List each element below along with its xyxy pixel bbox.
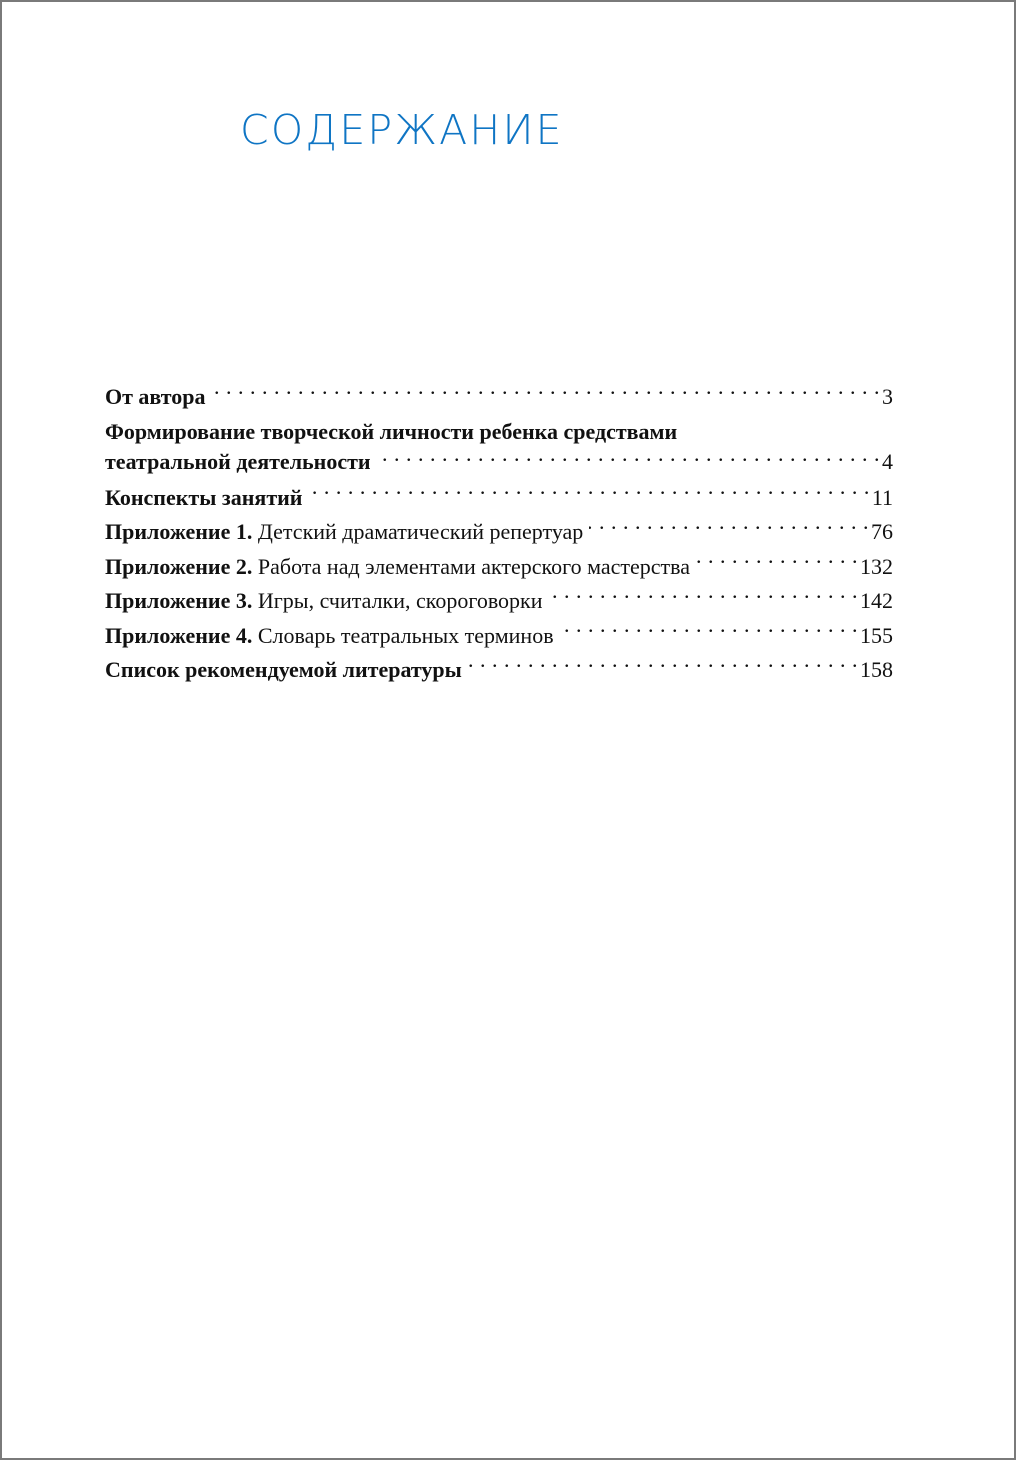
dot-leader [308,483,869,505]
toc-entry-appendix-4[interactable] [105,619,893,654]
toc-entry-label-bold: Приложение 3. [105,588,253,613]
toc-entry-label-line2: театральной деятельности [105,448,371,474]
toc-page-number: 76 [871,519,893,544]
toc-page-number: 132 [860,553,893,579]
toc-entry-appendix-3[interactable] [105,584,893,619]
dot-leader [468,655,858,677]
toc-entry-label: Словарь театральных терминов [257,622,554,648]
toc-page-number: 158 [860,657,893,682]
table-of-contents [105,380,893,688]
toc-entry-label-bold: Приложение 1. [105,519,253,544]
toc-entry-appendix-1[interactable] [105,515,893,550]
toc-entry-from-author[interactable] [105,380,893,415]
toc-page-number: 3 [882,384,893,409]
toc-entry-label: Игры, считалки, скороговорки [257,588,543,613]
toc-page-number: 142 [860,588,893,613]
toc-entry-label: От автора [105,384,206,409]
dot-leader [589,517,869,539]
toc-entry-bibliography[interactable] [105,653,893,688]
toc-page-number: 4 [882,448,893,474]
toc-entry-label: Конспекты занятий [105,484,303,510]
toc-entry-formation[interactable] [105,417,893,481]
toc-entry-label: Работа над элементами актерского мастерства [257,553,691,579]
dot-leader [560,621,858,643]
toc-entry-label-bold: Приложение 2. [105,553,253,579]
toc-entry-label-bold: Приложение 4. [105,622,253,648]
toc-entry-lesson-notes[interactable] [105,481,893,516]
toc-entry-label: Список рекомендуемой литературы [105,657,462,682]
toc-page-number: 11 [871,484,893,510]
toc-entry-label: Детский драматический репертуар [257,519,584,544]
dot-leader [377,447,880,469]
toc-entry-label-line1: Формирование творческой личности ребенка средствами [105,418,678,444]
dot-leader [212,382,880,404]
dot-leader [549,586,858,608]
toc-page-number: 155 [860,622,893,648]
dot-leader [696,552,858,574]
toc-entry-appendix-2[interactable] [105,550,893,585]
page-title: СОДЕРЖАНИЕ [240,106,564,154]
